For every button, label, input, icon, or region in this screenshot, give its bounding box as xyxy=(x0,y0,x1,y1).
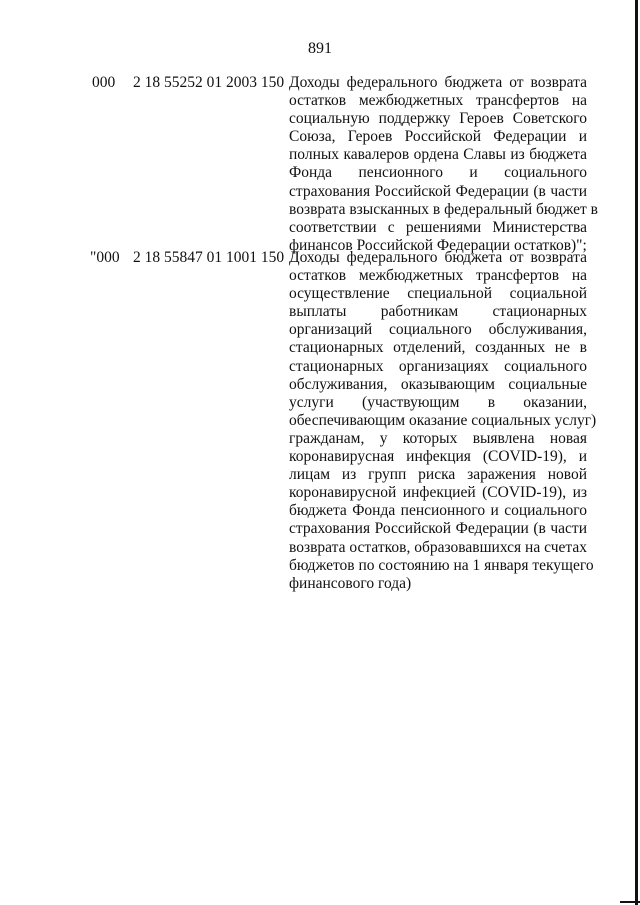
description-line: гражданам, у которых выявлена новая xyxy=(289,429,587,447)
description-line: остатков межбюджетных трансфертов на xyxy=(289,92,587,110)
description-line: услуги (участвующим в оказании, xyxy=(289,393,587,411)
description-line: финансов Российской Федерации остатков)"; xyxy=(289,236,587,254)
description-line: Союза, Героев Российской Федерации и xyxy=(289,128,587,146)
income-description xyxy=(289,249,597,593)
description-line: коронавирусная инфекция (COVID-19), и xyxy=(289,448,587,466)
description-line: обслуживания, оказывающим социальные xyxy=(289,375,587,393)
description-line: организаций социального обслуживания, xyxy=(289,321,587,339)
description-line: выплаты работникам стационарных xyxy=(289,303,587,321)
income-description xyxy=(289,74,598,255)
description-line: бюджетов по состоянию на 1 января текущего xyxy=(289,556,594,574)
description-line: возврата остатков, образовавшихся на счетах xyxy=(289,538,587,556)
description-line: коронавирусной инфекцией (COVID-19), из xyxy=(289,484,587,502)
description-line: осуществление специальной социальной xyxy=(289,285,587,303)
description-line: социальную поддержку Героев Советского xyxy=(289,110,587,128)
description-line: финансового года) xyxy=(289,574,412,592)
description-line: бюджета Фонда пенсионного и социального xyxy=(289,502,587,520)
description-line: остатков межбюджетных трансфертов на xyxy=(289,267,587,285)
description-line: стационарных организациях социального xyxy=(289,357,587,375)
kbk-code: 2 18 55847 01 1001 150 xyxy=(133,249,285,266)
description-line: Доходы федерального бюджета от возврата xyxy=(289,74,587,91)
kbk-code: 2 18 55252 01 2003 150 xyxy=(133,74,285,91)
admin-code: "000 xyxy=(90,249,120,266)
description-line: страхования Российской Федерации (в части xyxy=(289,182,587,200)
page-number: 891 xyxy=(308,40,332,57)
description-line: возврата взысканных в федеральный бюджет в xyxy=(289,200,598,218)
scan-edge-right xyxy=(635,0,638,905)
description-line: полных кавалеров ордена Славы из бюджета xyxy=(289,146,587,164)
description-line: лицам из групп риска заражения новой xyxy=(289,466,587,484)
description-line: Доходы федерального бюджета от возврата xyxy=(289,249,587,266)
admin-code: 000 xyxy=(92,74,116,91)
description-line: соответствии с решениями Министерства xyxy=(289,218,587,236)
scan-edge-bottom xyxy=(620,901,640,903)
description-line: стационарных отделений, созданных не в xyxy=(289,339,587,357)
description-line: Фонда пенсионного и социального xyxy=(289,164,587,182)
description-line: обеспечивающим оказание социальных услуг) xyxy=(289,411,597,429)
description-line: страхования Российской Федерации (в части xyxy=(289,520,587,538)
